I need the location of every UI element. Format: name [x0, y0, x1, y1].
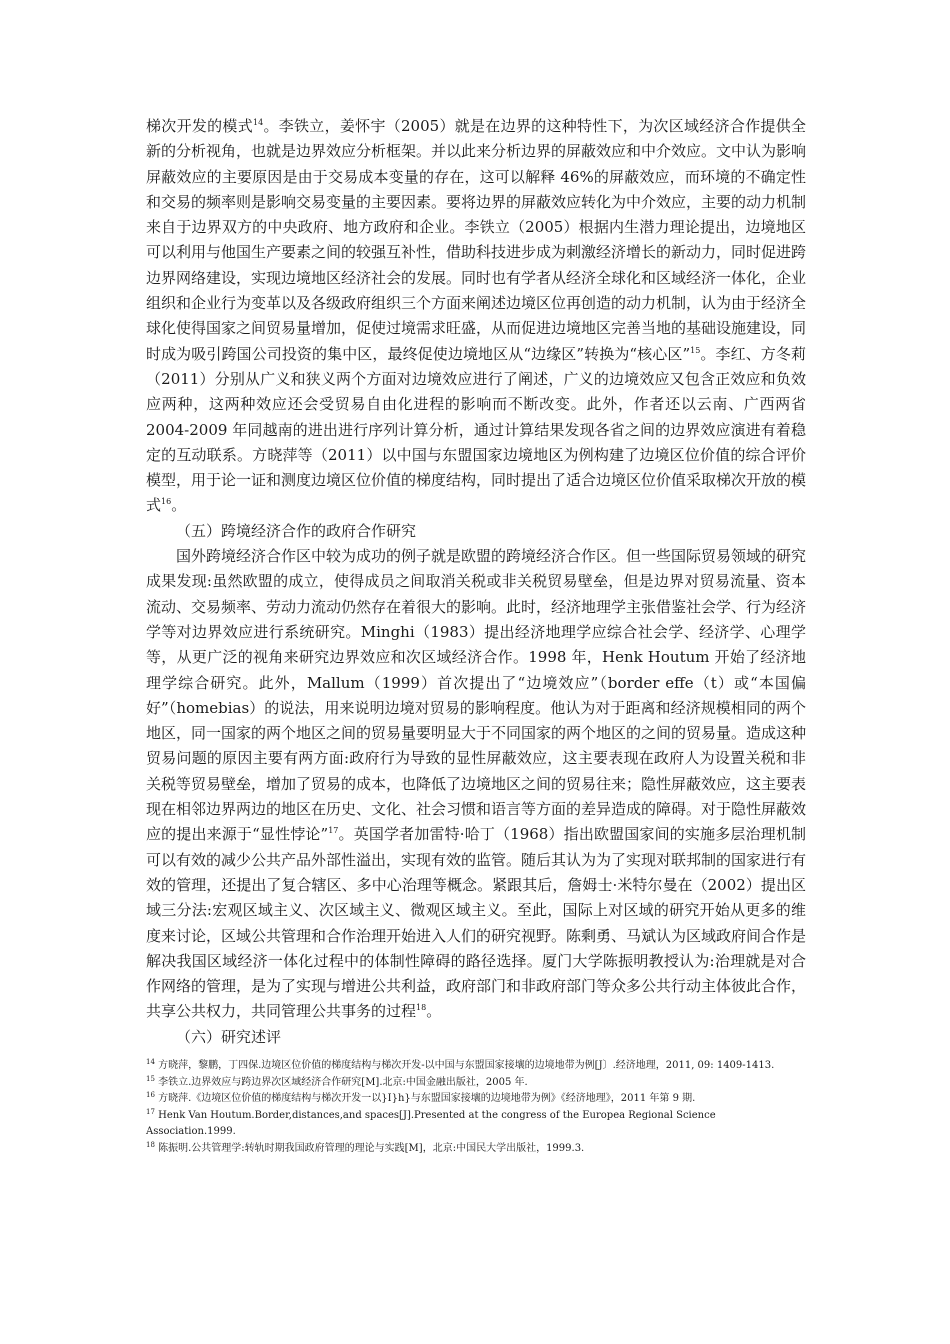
footnote-number: 18	[146, 1140, 155, 1149]
body-paragraph-2	[146, 544, 806, 1025]
footnote-number: 15	[146, 1074, 155, 1083]
paragraph-text: 国外跨境经济合作区中较为成功的例子就是欧盟的跨境经济合作区。但一些国际贸易领域的研究成果发现:虽然欧盟的成立，使得成员之间取消关税或非关税贸易壁垒，但是边界对贸易流量、资本流动、交易频率、劳动力流动仍然存在着很大的影响。此时，经济地理学主张借鉴社会学、行为经济学等对边界效应进行系统研究。Minghi（1983）提出经济地理学应综合社会学、经济学、心理学等，从更广泛的视角来研究边界效应和次区域经济合作。1998 年，Henk Houtum 开始了经济地理学综合研究。此外，Mallum（1999）首次提出了“边境效应”（border effe（t）或“本国偏好”（homebias）的说法，用来说明边境对贸易的影响程度。他认为对于距离和经济规模相同的两个地区，同一国家的两个地区之间的贸易量要明显大于不同国家的两个地区的之间的贸易量。造成这种贸易问题的原因主要有两方面:政府行为导致的显性屏蔽效应，这主要表现在政府人为设置关税和非关税等贸易壁垒，增加了贸易的成本，也降低了边境地区之间的贸易往来；隐性屏蔽效应，这主要表现在相邻边界两边的地区在历史、文化、社会习惯和语言等方面的差异造成的障碍。对于隐性屏蔽效应的提出来源于“显性悖论”	[146, 547, 807, 844]
footnote-ref: 17	[328, 826, 339, 836]
footnote-number: 17	[146, 1107, 155, 1116]
paragraph-text: 。李红、方冬莉（2011）分别从广义和狭义两个方面对边境效应进行了阐述，广义的边境效应又包含正效应和负效应两种，这两种效应还会受贸易自由化进程的影响而不断改变。此外，作者还以云南、广西两省 2004-2009 年同越南的进出进行序列计算分析，通过计算结果发现各省之间的边界效应演进有着稳定的互动联系。方晓萍等（2011）以中国与东盟国家边境地区为例构建了边境区位价值的综合评价模型，用于论一证和测度边境区位价值的梯度结构，同时提出了适合边境区位价值采取梯次开放的模式	[146, 344, 807, 515]
footnote-16	[146, 1091, 806, 1108]
document-page	[146, 114, 806, 1158]
paragraph-text: 。李铁立，姜怀宇（2005）就是在边界的这种特性下，为次区域经济合作提供全新的分析视角，也就是边界效应分析框架。并以此来分析边界的屏蔽效应和中介效应。文中认为影响屏蔽效应的主要原因是由于交易成本变量的存在，这可以解释 46%的屏蔽效应，而环境的不确定性和交易的频率则是影响交易变量的主要因素。要将边界的屏蔽效应转化为中介效应，主要的动力机制来自于边界双方的中央政府、地方政府和企业。李铁立（2005）根据内生潜力理论提出，边境地区可以利用与他国生产要素之间的较强互补性，借助科技进步成为刺激经济增长的新动力，同时促进跨边界网络建设，实现边境地区经济社会的发展。同时也有学者从经济全球化和区域经济一体化，企业组织和企业行为变革以及各级政府组织三个方面来阐述边境区位再创造的动力机制，认为由于经济全球化使得国家之间贸易量增加，促使过境需求旺盛，从而促进边境地区完善当地的基础设施建设，同时成为吸引跨国公司投资的集中区，最终促使边境地区从“边缘区”转换为“核心区”	[146, 117, 807, 363]
footnote-text: Henk Van Houtum.Border,distances,and spaces[J].Presented at the congress of the Europea Regional Science Association.1999.	[146, 1109, 716, 1138]
footnotes	[146, 1058, 806, 1158]
paragraph-text: 梯次开发的模式	[146, 117, 253, 135]
paragraph-text: 。英国学者加雷特·哈丁（1968）指出欧盟国家间的实施多层治理机制可以有效的减少公共产品外部性溢出，实现有效的监管。随后其认为为了实现对联邦制的国家进行有效的管理，还提出了复合辖区、多中心治理等概念。紧跟其后，詹姆士·米特尔曼在（2002）提出区域三分法:宏观区域主义、次区域主义、微观区域主义。至此，国际上对区域的研究开始从更多的维度来讨论，区域公共管理和合作治理开始进入人们的研究视野。陈剩勇、马斌认为区域政府间合作是解决我国区域经济一体化过程中的体制性障碍的路径选择。厦门大学陈振明教授认为:治理就是对合作网络的管理，是为了实现与增进公共利益，政府部门和非政府部门等众多公共行动主体彼此合作，共享公共权力，共同管理公共事务的过程	[146, 825, 807, 1021]
footnote-ref: 14	[252, 118, 264, 127]
footnote-18	[146, 1141, 806, 1158]
footnote-ref: 18	[416, 1003, 427, 1013]
body-paragraph-1	[146, 114, 806, 519]
footnote-17	[146, 1108, 806, 1141]
section-heading-6: （六）研究述评	[176, 1027, 282, 1046]
footnote-text: 方晓萍.《边境区位价值的梯度结构与梯次开发一以}I}h}与东盟国家接壤的边境地带为例》《经济地理》，2011 年第 9 期.	[158, 1093, 696, 1105]
footnote-14	[146, 1058, 806, 1075]
footnote-text: 方晓萍，黎鹏，丁四保.边境区位价值的梯度结构与梯次开发-以中国与东盟国家接壤的边境地带为例[J〕.经济地理，2011, 09: 1409-1413.	[158, 1059, 775, 1071]
footnote-number: 14	[146, 1057, 155, 1066]
paragraph-text: 。	[426, 1002, 442, 1021]
footnote-text: 陈振明.公共管理学:转轨时期我国政府管理的理论与实践[M]，北京:中国民大学出版社，1999.3.	[158, 1142, 585, 1154]
footnote-ref: 16	[161, 497, 172, 507]
paragraph-text: 。	[171, 496, 187, 515]
footnote-15	[146, 1075, 806, 1092]
footnote-number: 16	[146, 1091, 155, 1100]
section-heading-5: （五）跨境经济合作的政府合作研究	[176, 521, 417, 540]
footnote-text: 李铁立.边界效应与跨边界次区域经济合作研究[M].北京:中国金融出版社，2005 年.	[158, 1076, 528, 1088]
footnote-ref: 15	[690, 345, 701, 355]
